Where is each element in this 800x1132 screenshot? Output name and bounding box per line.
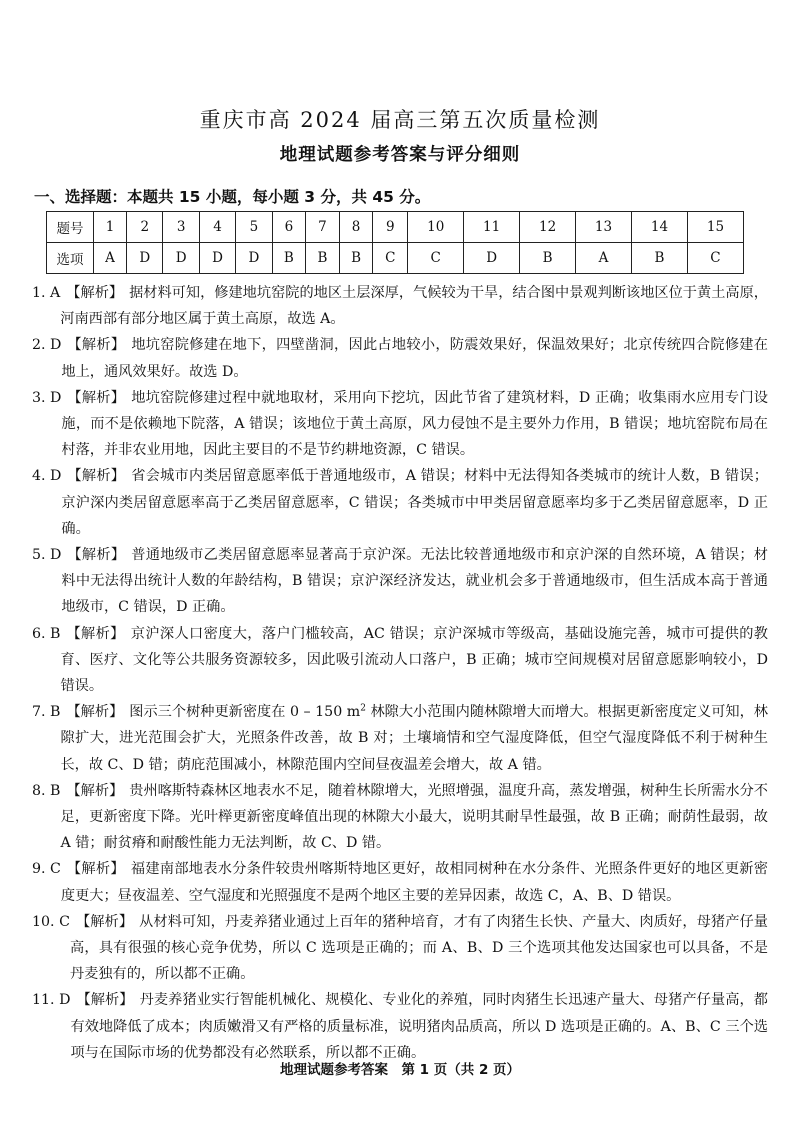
explanation-item-2 <box>32 332 768 384</box>
question-number-cell: 10 <box>408 212 464 243</box>
answer-option-cell: B <box>339 243 373 274</box>
analysis-tag: 【解析】 <box>66 285 124 301</box>
question-number-cell: 9 <box>373 212 408 243</box>
answer-option-cell: B <box>631 243 687 274</box>
analysis-tag: 【解析】 <box>67 468 126 485</box>
question-number-cell: 8 <box>339 212 373 243</box>
answer-option-cell: B <box>306 243 340 274</box>
question-number-cell: 1 <box>94 212 127 243</box>
item-number: 9. C <box>32 861 61 878</box>
item-text: 林隙大小范围内随林隙增大而增大。根据更新密度定义可知，林隙扩大，进光范围会扩大，光照条件改善，故 B 对；土壤墒情和空气湿度降低，但空气湿度降低不利于树种生长，故 C、D 错；荫庇范围减小，林隙范围内空间昼夜温差会增大，故 A 错。 <box>60 704 768 773</box>
answer-option-cell: C <box>373 243 408 274</box>
answer-table-number-row <box>47 212 744 243</box>
answer-option-cell: D <box>163 243 199 274</box>
analysis-tag: 【解析】 <box>66 861 125 878</box>
answer-table <box>46 211 744 274</box>
explanation-item-5 <box>32 542 768 621</box>
answer-option-cell: D <box>199 243 235 274</box>
answer-option-cell: D <box>236 243 272 274</box>
item-number: 2. D <box>32 337 62 354</box>
row-label-options: 选项 <box>47 243 94 274</box>
item-text: 丹麦养猪业实行智能机械化、规模化、专业化的养殖，同时肉猪生长迅速产量大、母猪产仔量高，都有效地降低了成本；肉质嫩滑又有严格的质量标准，说明猪肉品质高，所以 D 选项是正确的。A、B、C 三个选项与在国际市场的优势都没有必然联系，所以都不正确。 <box>70 992 768 1061</box>
question-number-cell: 7 <box>306 212 340 243</box>
explanation-item-9 <box>32 856 768 908</box>
explanation-list <box>32 280 768 1066</box>
item-text: 京沪深人口密度大，落户门槛较高，AC 错误；京沪深城市等级高，基础设施完善，城市可提供的教育、医疗、文化等公共服务资源较多，因此吸引流动人口落户，B 正确；城市空间规模对居留意愿影响较小，D 错误。 <box>60 625 768 695</box>
item-number: 6. B <box>32 625 61 642</box>
analysis-tag: 【解析】 <box>66 782 124 799</box>
question-number-cell: 5 <box>236 212 272 243</box>
analysis-tag: 【解析】 <box>75 913 134 930</box>
item-number: 8. B <box>32 782 61 799</box>
item-text: 图示三个树种更新密度在 0 – 150 m <box>129 704 361 721</box>
item-text: 地坑窑院修建过程中就地取材，采用向下挖坑，因此节省了建筑材料，D 正确；收集雨水应用专门设施，而不是依赖地下院落，A 错误；该地位于黄土高原，风力侵蚀不是主要外力作用，B 错误；地坑窑院布局在村落，并非农业用地，因此主要目的不是节约耕地资源，C 错误。 <box>61 389 768 459</box>
analysis-tag: 【解析】 <box>67 337 126 354</box>
explanation-item-1 <box>32 280 768 332</box>
item-text: 据材料可知，修建地坑窑院的地区土层深厚，气候较为干旱，结合图中景观判断该地区位于黄土高原，河南西部有部分地区属于黄土高原，故选 A。 <box>60 285 768 328</box>
analysis-tag: 【解析】 <box>66 625 125 642</box>
question-number-cell: 2 <box>127 212 163 243</box>
question-number-cell: 11 <box>464 212 520 243</box>
section-heading: 一、选择题：本题共 15 小题，每小题 3 分，共 45 分。 <box>34 188 431 206</box>
question-number-cell: 4 <box>199 212 235 243</box>
item-number: 1. A <box>32 285 61 301</box>
item-text: 福建南部地表水分条件较贵州喀斯特地区更好，故相同树种在水分条件、光照条件更好的地区更新密度更大；昼夜温差、空气湿度和光照强度不是两个地区主要的差异因素，故选 C，A、B、D 错误。 <box>60 861 768 904</box>
item-text: 省会城市内类居留意愿率低于普通地级市，A 错误；材料中无法得知各类城市的统计人数，B 错误；京沪深内类居留意愿率高于乙类居留意愿率，C 错误；各类城市中甲类居留意愿率均多于乙类居留意愿率，D 正确。 <box>61 468 768 537</box>
item-text: 从材料可知，丹麦养猪业通过上百年的猪种培育，才有了肉猪生长快、产量大、肉质好，母猪产仔量高，具有很强的核心竞争优势，所以 C 选项是正确的；而 A、B、D 三个选项其他发达国家也可以具备，不是丹麦独有的，所以都不正确。 <box>69 913 768 983</box>
answer-option-cell: A <box>94 243 127 274</box>
answer-table-option-row <box>47 243 744 274</box>
question-number-cell: 14 <box>631 212 687 243</box>
answer-option-cell: C <box>687 243 743 274</box>
explanation-item-7 <box>32 699 768 778</box>
answer-option-cell: B <box>272 243 306 274</box>
explanation-item-3 <box>32 385 768 464</box>
explanation-item-4 <box>32 463 768 542</box>
item-number: 4. D <box>32 468 62 485</box>
analysis-tag: 【解析】 <box>67 389 126 406</box>
item-number: 5. D <box>32 547 62 564</box>
item-text: 贵州喀斯特森林区地表水不足，随着林隙增大，光照增强，温度升高，蒸发增强，树种生长所需水分不足，更新密度下降。光叶榉更新密度峰值出现的林隙大小最大，说明其耐旱性最强，故 B 正确；耐荫性最弱，故 A 错；耐贫瘠和耐酸性能力无法判断，故 C、D 错。 <box>60 782 768 852</box>
question-number-cell: 15 <box>687 212 743 243</box>
answer-option-cell: B <box>520 243 576 274</box>
page-subtitle: 地理试题参考答案与评分细则 <box>279 145 521 165</box>
answer-option-cell: D <box>127 243 163 274</box>
analysis-tag: 【解析】 <box>67 547 126 564</box>
page-footer: 地理试题参考答案 第 1 页（共 2 页） <box>279 1062 521 1078</box>
question-number-cell: 12 <box>520 212 576 243</box>
question-number-cell: 13 <box>576 212 632 243</box>
page-title: 重庆市高 2024 届高三第五次质量检测 <box>199 108 601 132</box>
question-number-cell: 6 <box>272 212 306 243</box>
item-number: 10. C <box>32 913 70 930</box>
superscript-exponent: 2 <box>360 703 366 714</box>
answer-option-cell: C <box>408 243 464 274</box>
item-number: 11. D <box>32 992 71 1009</box>
item-text: 地坑窑院修建在地下，四壁凿洞，因此占地较小，防震效果好，保温效果好；北京传统四合院修建在地上，通风效果好。故选 D。 <box>61 337 768 380</box>
item-text: 普通地级市乙类居留意愿率显著高于京沪深。无法比较普通地级市和京沪深的自然环境，A 错误；材料中无法得出统计人数的年龄结构，B 错误；京沪深经济发达，就业机会多于普通地级市，但生活成本高于普通地级市，C 错误，D 正确。 <box>61 547 768 616</box>
analysis-tag: 【解析】 <box>66 704 124 721</box>
answer-option-cell: A <box>576 243 632 274</box>
row-label-numbers: 题号 <box>47 212 94 243</box>
item-number: 3. D <box>32 389 62 406</box>
explanation-item-11 <box>32 987 768 1066</box>
analysis-tag: 【解析】 <box>76 992 134 1009</box>
item-number: 7. B <box>32 704 61 721</box>
explanation-item-6 <box>32 621 768 700</box>
explanation-item-10 <box>32 909 768 988</box>
answer-option-cell: D <box>464 243 520 274</box>
question-number-cell: 3 <box>163 212 199 243</box>
explanation-item-8 <box>32 778 768 857</box>
